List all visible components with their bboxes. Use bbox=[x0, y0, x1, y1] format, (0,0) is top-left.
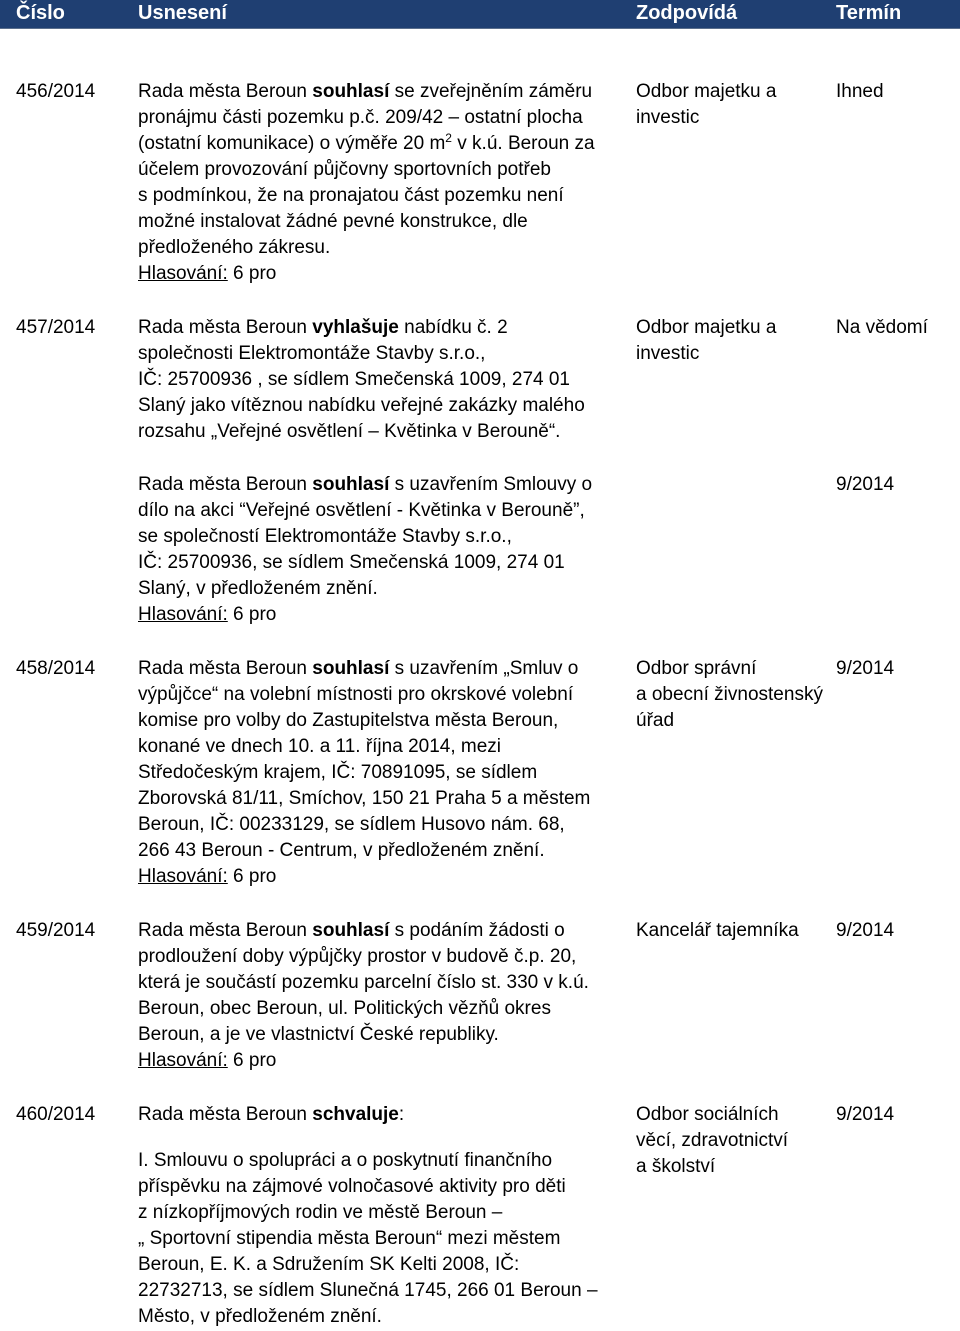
vote-line bbox=[138, 864, 618, 890]
text-line bbox=[138, 131, 618, 157]
text-line: „ Sportovní stipendia města Beroun“ mezi městem bbox=[138, 1228, 561, 1249]
deadline: 9/2014 bbox=[836, 920, 895, 941]
text-line: výpůjčce“ na volební místnosti pro okrskové volební bbox=[138, 684, 574, 705]
vote-line bbox=[138, 1048, 618, 1074]
text-fragment: Rada města Beroun bbox=[138, 920, 313, 941]
text-fragment: Rada města Beroun bbox=[138, 658, 313, 679]
responsible-dept bbox=[636, 1102, 831, 1180]
resolution-text bbox=[138, 1148, 618, 1330]
text-line: Beroun, a je ve vlastnictví České republiky. bbox=[138, 1024, 499, 1045]
text-line: příspěvku na zájmové volnočasové aktivity pro děti bbox=[138, 1176, 566, 1197]
vote-line bbox=[138, 602, 618, 628]
text-fragment: Rada města Beroun bbox=[138, 81, 313, 102]
text-fragment: (ostatní komunikace) o výměře 20 m bbox=[138, 133, 446, 154]
verb-bold: schvaluje bbox=[312, 1104, 399, 1125]
responsible-dept bbox=[636, 656, 831, 734]
resolution-text bbox=[138, 1102, 618, 1128]
text-line: společnosti Elektromontáže Stavby s.r.o., bbox=[138, 343, 486, 364]
text-line: z nízkopříjmových rodin ve městě Beroun – bbox=[138, 1202, 503, 1223]
header-cislo: Číslo bbox=[16, 2, 65, 24]
text-line bbox=[138, 918, 618, 944]
text-line bbox=[138, 472, 618, 498]
text-fragment: : bbox=[398, 1104, 405, 1125]
text-line: Středočeským krajem, IČ: 70891095, se sídlem bbox=[138, 762, 538, 783]
text-line: I. Smlouvu o spolupráci a o poskytnutí finančního bbox=[138, 1150, 553, 1171]
resp-line: úřad bbox=[636, 710, 675, 731]
responsible-dept bbox=[636, 918, 831, 944]
text-line: IČ: 25700936 , se sídlem Smečenská 1009, 274 01 bbox=[138, 369, 570, 390]
resp-line: Kancelář tajemníka bbox=[636, 920, 799, 941]
text-line bbox=[138, 1102, 618, 1128]
resp-line: a školství bbox=[636, 1156, 716, 1177]
text-line: předloženého zákresu. bbox=[138, 237, 331, 258]
text-line: rozsahu „Veřejné osvětlení – Květinka v Berouně“. bbox=[138, 421, 561, 442]
verb-bold: vyhlašuje bbox=[312, 317, 399, 338]
text-fragment: nabídku č. 2 bbox=[398, 317, 508, 338]
text-line: Zborovská 81/11, Smíchov, 150 21 Praha 5 a městem bbox=[138, 788, 591, 809]
responsible-dept bbox=[636, 79, 831, 131]
table-header bbox=[0, 0, 960, 28]
vote-label: Hlasování: bbox=[138, 866, 228, 887]
superscript: 2 bbox=[445, 131, 452, 145]
resp-line: Odbor majetku a bbox=[636, 81, 777, 102]
text-fragment: Rada města Beroun bbox=[138, 317, 313, 338]
resp-line: Odbor sociálních bbox=[636, 1104, 779, 1125]
text-fragment: se zveřejněním záměru bbox=[389, 81, 593, 102]
vote-label: Hlasování: bbox=[138, 1050, 228, 1071]
header-termin: Termín bbox=[836, 2, 902, 24]
verb-bold: souhlasí bbox=[312, 920, 390, 941]
text-line: Beroun, IČ: 00233129, se sídlem Husovo nám. 68, bbox=[138, 814, 565, 835]
text-line bbox=[138, 315, 618, 341]
text-line: Slaný jako vítěznou nabídku veřejné zakázky malého bbox=[138, 395, 585, 416]
text-fragment: Rada města Beroun bbox=[138, 1104, 313, 1125]
deadline: 9/2014 bbox=[836, 658, 895, 679]
vote-value: 6 pro bbox=[227, 866, 277, 887]
text-line: s podmínkou, že na pronajatou část pozemku není bbox=[138, 185, 564, 206]
resp-line: investic bbox=[636, 343, 700, 364]
vote-value: 6 pro bbox=[227, 263, 277, 284]
text-line: IČ: 25700936, se sídlem Smečenská 1009, 274 01 bbox=[138, 552, 565, 573]
text-fragment: s uzavřením „Smluv o bbox=[389, 658, 579, 679]
text-line: Slaný, v předloženém znění. bbox=[138, 578, 378, 599]
vote-value: 6 pro bbox=[227, 604, 277, 625]
text-line: Beroun, obec Beroun, ul. Politických vězňů okres bbox=[138, 998, 551, 1019]
resolution-number: 460/2014 bbox=[16, 1104, 96, 1125]
deadline: Na vědomí bbox=[836, 317, 928, 338]
text-line: Beroun, E. K. a Sdružením SK Kelti 2008, IČ: bbox=[138, 1254, 520, 1275]
verb-bold: souhlasí bbox=[312, 81, 390, 102]
resp-line: a obecní živnostenský bbox=[636, 684, 823, 705]
verb-bold: souhlasí bbox=[312, 474, 390, 495]
text-fragment: v k.ú. Beroun za bbox=[451, 133, 595, 154]
vote-label: Hlasování: bbox=[138, 263, 228, 284]
text-line: dílo na akci “Veřejné osvětlení - Květinka v Berouně”, bbox=[138, 500, 585, 521]
text-line: komise pro volby do Zastupitelstva města Beroun, bbox=[138, 710, 559, 731]
deadline: 9/2014 bbox=[836, 1104, 895, 1125]
text-line: se společností Elektromontáže Stavby s.r.o., bbox=[138, 526, 512, 547]
resolution-number: 457/2014 bbox=[16, 317, 96, 338]
text-line: účelem provozování půjčovny sportovních potřeb bbox=[138, 159, 551, 180]
resolution-text bbox=[138, 918, 618, 1074]
text-line: 266 43 Beroun - Centrum, v předloženém znění. bbox=[138, 840, 545, 861]
header-usneseni: Usnesení bbox=[138, 2, 227, 24]
resolution-number: 456/2014 bbox=[16, 81, 96, 102]
resp-line: věcí, zdravotnictví bbox=[636, 1130, 789, 1151]
text-line: konané ve dnech 10. a 11. října 2014, mezi bbox=[138, 736, 502, 757]
text-line: Město, v předloženém znění. bbox=[138, 1306, 382, 1327]
deadline: 9/2014 bbox=[836, 474, 895, 495]
text-fragment: s podáním žádosti o bbox=[389, 920, 565, 941]
resolution-text bbox=[138, 79, 618, 287]
text-fragment: Rada města Beroun bbox=[138, 474, 313, 495]
text-line: prodloužení doby výpůjčky prostor v budově č.p. 20, bbox=[138, 946, 577, 967]
text-line: možné instalovat žádné pevné konstrukce, dle bbox=[138, 211, 528, 232]
text-line: 22732713, se sídlem Slunečná 1745, 266 01 Beroun – bbox=[138, 1280, 598, 1301]
resp-line: Odbor správní bbox=[636, 658, 757, 679]
verb-bold: souhlasí bbox=[312, 658, 390, 679]
responsible-dept bbox=[636, 315, 831, 367]
resp-line: Odbor majetku a bbox=[636, 317, 777, 338]
resolution-number: 459/2014 bbox=[16, 920, 96, 941]
deadline: Ihned bbox=[836, 81, 884, 102]
text-line: pronájmu části pozemku p.č. 209/42 – ostatní plocha bbox=[138, 107, 583, 128]
resolution-text bbox=[138, 656, 618, 890]
resp-line: investic bbox=[636, 107, 700, 128]
text-line bbox=[138, 656, 618, 682]
vote-line bbox=[138, 261, 618, 287]
vote-label: Hlasování: bbox=[138, 604, 228, 625]
resolution-text bbox=[138, 472, 618, 628]
header-divider bbox=[0, 28, 960, 29]
resolution-text bbox=[138, 315, 618, 445]
header-zodpovida: Zodpovídá bbox=[636, 2, 738, 24]
text-line: která je součástí pozemku parcelní číslo st. 330 v k.ú. bbox=[138, 972, 589, 993]
vote-value: 6 pro bbox=[227, 1050, 277, 1071]
resolution-number: 458/2014 bbox=[16, 658, 96, 679]
text-line bbox=[138, 79, 618, 105]
text-fragment: s uzavřením Smlouvy o bbox=[389, 474, 593, 495]
